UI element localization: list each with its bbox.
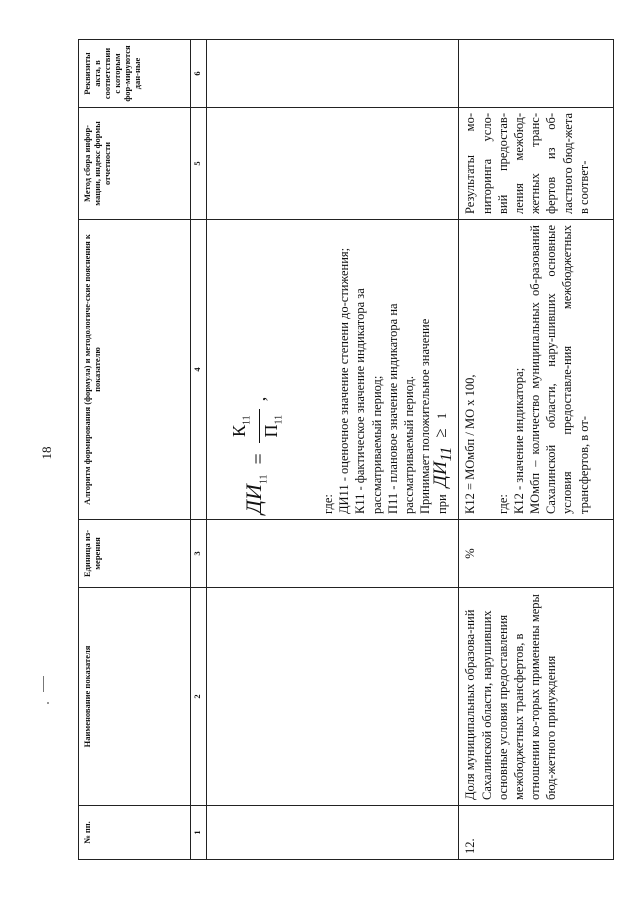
column-number: 2 xyxy=(191,588,207,806)
header-method: Метод сбора инфор-мации, индекс формы отчетности xyxy=(79,108,191,220)
column-number: 4 xyxy=(191,220,207,520)
scan-mark xyxy=(43,676,44,692)
row11-method xyxy=(207,108,459,220)
column-number: 3 xyxy=(191,520,207,588)
header-requisites: Реквизиты акта, в соответствии с которым фор-мируются дан-ные xyxy=(79,40,191,108)
row11-where: где: xyxy=(321,494,335,514)
row11-line-2: К11 - фактическое значение индикатора за рассматриваемый период; xyxy=(353,288,384,514)
row12-name: Доля муниципальных образова-ний Сахалинской области, нарушивших основные условия предоставления межбюджетных трансфертов, в отношении ко-торых применены меры бюд-жетного принуждения xyxy=(459,588,614,806)
row11-number xyxy=(207,806,459,860)
row12-where: где: xyxy=(495,494,510,514)
column-number-row xyxy=(191,40,207,860)
row12-requisites xyxy=(459,40,614,108)
row12-desc-1: К12 - значение индикатора; xyxy=(511,367,526,514)
header-number: № пп. xyxy=(79,806,191,860)
table-row xyxy=(459,40,614,860)
row12-desc-2: МОмбп – количество муниципальных об-разований Сахалинской области, нару-шивших основные условия предоставле-ния межбюджетных трансфертов, в от- xyxy=(528,225,591,514)
row11-algorithm xyxy=(207,220,459,520)
formula-fraction: $К_{11}$ $П_{11}$ xyxy=(231,409,288,443)
page-number: 18 xyxy=(39,446,54,460)
row11-formula: $ДИ_{11}$ = $К_{11}$ $П_{11}$ , xyxy=(220,225,298,514)
formula-equals: = xyxy=(247,453,270,465)
column-number: 6 xyxy=(191,40,207,108)
row12-number: 12. xyxy=(459,806,614,860)
row11-line-3: П11 - плановое значение индикатора на рассматриваемый период. xyxy=(385,303,417,514)
row11-unit xyxy=(207,520,459,588)
row11-name xyxy=(207,588,459,806)
row12-method: Результаты мо-ниторинга усло-вий предостав-ления межбюд-жетных транс-фертов из об-ластного бюд-жета в соответ- xyxy=(459,108,614,220)
indicator-table-rotated xyxy=(78,40,614,860)
row11-line-4: Принимает положительное значение xyxy=(418,318,433,514)
row12-unit: % xyxy=(459,520,614,588)
row11-condition: при $ДИ_{11} \ge 1$ xyxy=(430,412,456,514)
table-header-row xyxy=(79,40,191,860)
formula-lhs: $ДИ_{11}$ xyxy=(240,474,270,514)
header-indicator-name: Наименование показателя xyxy=(79,588,191,806)
scan-dot xyxy=(47,702,49,704)
indicator-table xyxy=(78,39,614,860)
row12-formula: К12 = МОмбп / МО х 100, xyxy=(463,374,478,514)
column-number: 5 xyxy=(191,108,207,220)
header-algorithm: Алгоритм формирования (формула) и методологиче-ские пояснения к показателю xyxy=(79,220,191,520)
table-row xyxy=(207,40,459,860)
column-number: 1 xyxy=(191,806,207,860)
row11-requisites xyxy=(207,40,459,108)
row12-algorithm xyxy=(459,220,614,520)
header-unit: Единица из-мерения xyxy=(79,520,191,588)
row11-line-1: ДИ11 - оценочное значение степени до-стижения; xyxy=(337,247,352,514)
